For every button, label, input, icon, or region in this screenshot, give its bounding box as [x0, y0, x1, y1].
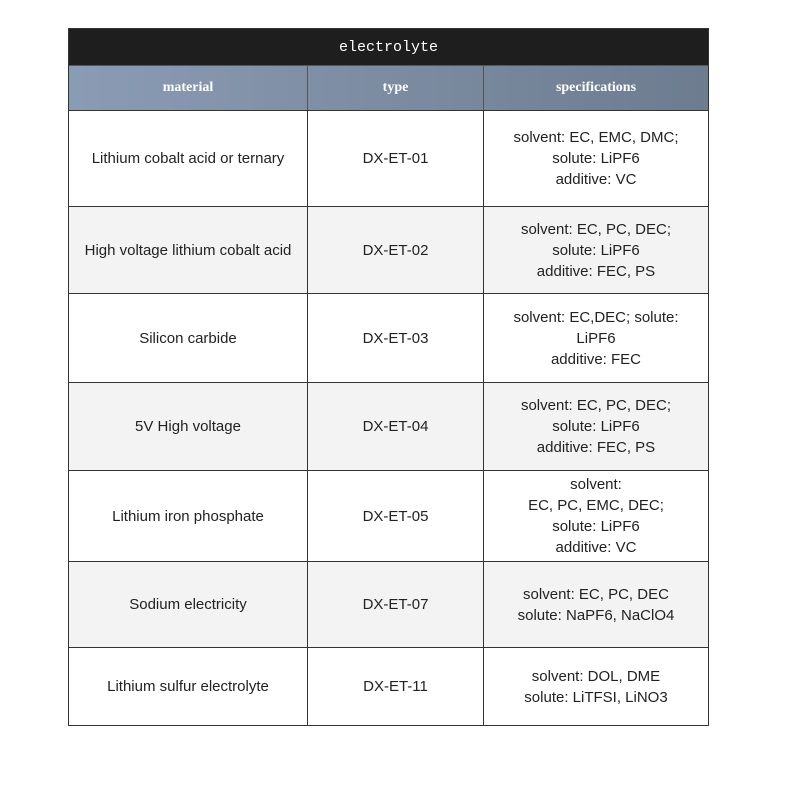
cell-material: Lithium sulfur electrolyte: [69, 648, 308, 725]
cell-type: DX-ET-01: [308, 111, 484, 206]
table-row: [69, 470, 708, 561]
table-row: [69, 382, 708, 470]
header-material: material: [69, 66, 308, 110]
table-title: electrolyte: [69, 29, 708, 65]
table-row: [69, 110, 708, 206]
cell-specifications: solvent: EC,DEC; solute: LiPF6 additive: FEC: [513, 308, 679, 368]
cell-type: DX-ET-03: [308, 294, 484, 382]
header-specifications: specifications: [555, 80, 637, 95]
table-row: [69, 561, 708, 647]
cell-specifications: solvent: DOL, DME solute: LiTFSI, LiNO3: [524, 667, 668, 706]
cell-specifications: solvent: EC, PC, EMC, DEC; solute: LiPF6 additive: VC: [528, 476, 664, 556]
header-type: type: [308, 66, 484, 110]
cell-material: Silicon carbide: [69, 294, 308, 382]
cell-specifications: solvent: EC, PC, DEC solute: NaPF6, NaClO4: [517, 585, 675, 624]
cell-specifications: solvent: EC, EMC, DMC; solute: LiPF6 additive: VC: [513, 129, 679, 188]
table-row: [69, 206, 708, 293]
cell-type: DX-ET-11: [308, 648, 484, 725]
table-row: [69, 293, 708, 382]
cell-type: DX-ET-05: [308, 471, 484, 561]
cell-material: High voltage lithium cobalt acid: [69, 207, 308, 293]
cell-type: DX-ET-07: [308, 562, 484, 647]
cell-type: DX-ET-02: [308, 207, 484, 293]
cell-material: Sodium electricity: [69, 562, 308, 647]
cell-type: DX-ET-04: [308, 383, 484, 470]
table-row: [69, 647, 708, 725]
cell-material: Lithium iron phosphate: [69, 471, 308, 561]
cell-material: Lithium cobalt acid or ternary: [69, 111, 308, 206]
electrolyte-table: [68, 28, 709, 726]
table-header: [69, 65, 708, 110]
cell-material: 5V High voltage: [69, 383, 308, 470]
cell-specifications: solvent: EC, PC, DEC; solute: LiPF6 additive: FEC, PS: [520, 397, 672, 456]
cell-specifications: solvent: EC, PC, DEC; solute: LiPF6 additive: FEC, PS: [520, 220, 672, 280]
